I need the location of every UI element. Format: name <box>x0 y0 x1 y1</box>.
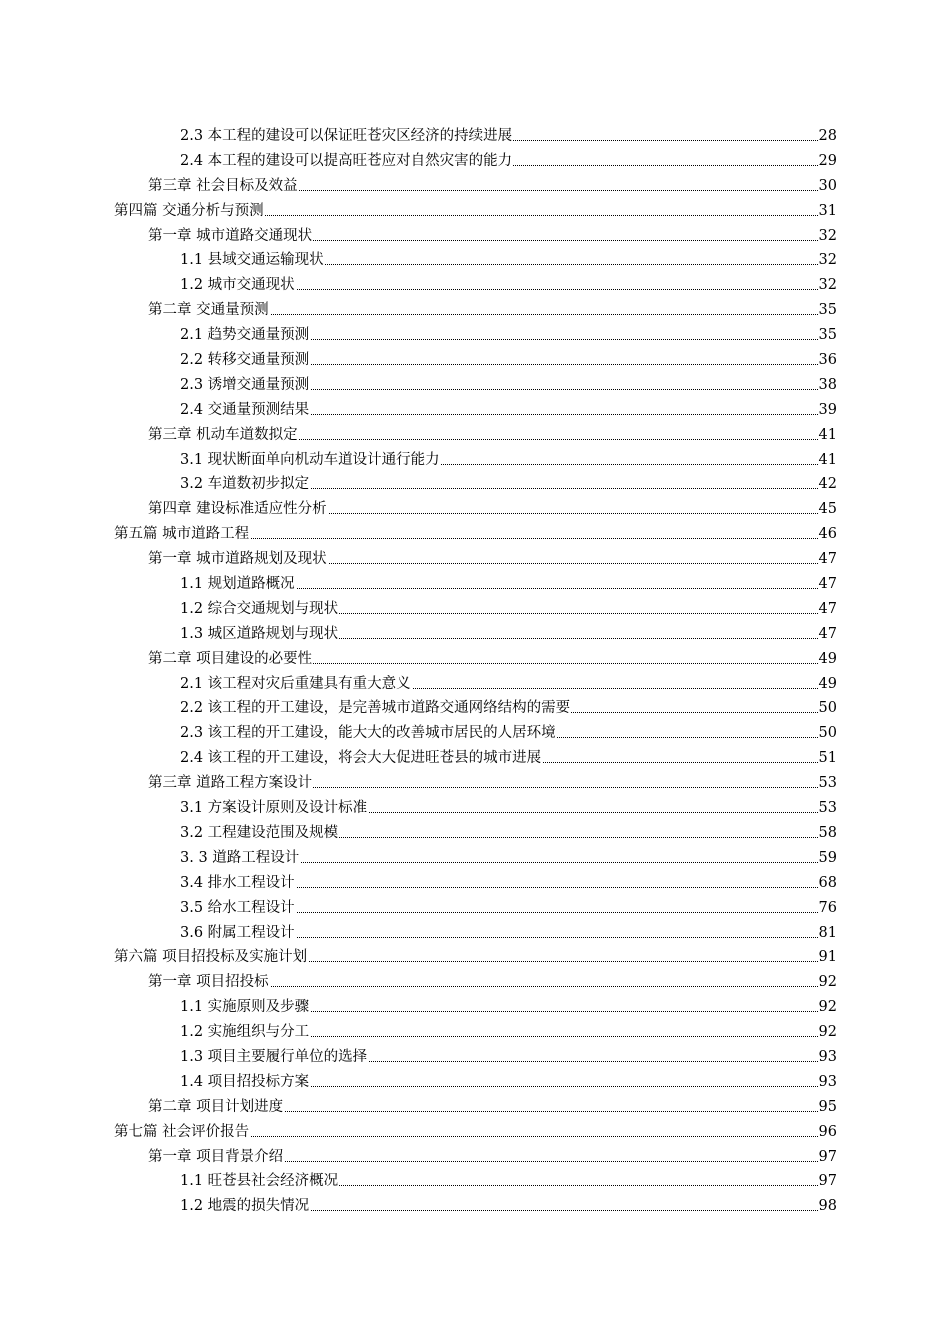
toc-entry-page-number: 58 <box>818 824 837 841</box>
toc-entry[interactable] <box>0 1070 950 1095</box>
toc-entry[interactable] <box>0 871 950 896</box>
toc-entry[interactable] <box>0 846 950 871</box>
toc-entry-title: 2.4 该工程的开工建设，将会大大促进旺苍县的城市进展 <box>180 746 542 771</box>
toc-entry-page-number: 46 <box>818 526 837 543</box>
toc-entry-page-number: 76 <box>818 899 837 916</box>
toc-entry-title: 3.5 给水工程设计 <box>180 896 296 921</box>
toc-entry-page-number: 92 <box>818 1024 837 1041</box>
toc-entry-title: 3.1 现状断面单向机动车道设计通行能力 <box>180 448 441 473</box>
toc-entry[interactable] <box>0 995 950 1020</box>
toc-entry-page-number: 93 <box>818 1048 837 1065</box>
toc-entry-title: 1.1 实施原则及步骤 <box>180 995 310 1020</box>
toc-entry-title: 第一章 城市道路规划及现状 <box>148 547 328 572</box>
toc-entry-title: 第二章 项目计划进度 <box>148 1095 284 1120</box>
toc-entry[interactable] <box>0 248 950 273</box>
toc-entry[interactable] <box>0 273 950 298</box>
toc-entry-page-number: 32 <box>818 227 837 244</box>
toc-entry-title: 第三章 机动车道数拟定 <box>148 423 299 448</box>
toc-entry-page-number: 92 <box>818 974 837 991</box>
toc-entry-title: 3.4 排水工程设计 <box>180 871 296 896</box>
toc-entry[interactable] <box>0 298 950 323</box>
toc-entry-page-number: 50 <box>818 700 837 717</box>
toc-entry-title: 第七篇 社会评价报告 <box>114 1120 250 1145</box>
toc-entry-page-number: 47 <box>818 625 837 642</box>
toc-entry-title: 第一章 项目背景介绍 <box>148 1145 284 1170</box>
toc-entry[interactable] <box>0 448 950 473</box>
toc-entry-page-number: 32 <box>818 252 837 269</box>
toc-entry-title: 1.1 县域交通运输现状 <box>180 248 325 273</box>
toc-entry-title: 1.3 城区道路规划与现状 <box>180 622 339 647</box>
toc-entry[interactable] <box>0 373 950 398</box>
toc-entry-page-number: 49 <box>818 675 837 692</box>
toc-entry-page-number: 53 <box>818 775 837 792</box>
toc-entry-page-number: 81 <box>818 924 837 941</box>
toc-entry[interactable] <box>0 348 950 373</box>
toc-entry-title: 第六篇 项目招投标及实施计划 <box>114 945 308 970</box>
toc-entry-title: 2.4 交通量预测结果 <box>180 398 310 423</box>
toc-entry[interactable] <box>0 721 950 746</box>
toc-entry[interactable] <box>0 622 950 647</box>
toc-entry-title: 第五篇 城市道路工程 <box>114 522 250 547</box>
toc-entry-title: 1.1 旺苍县社会经济概况 <box>180 1169 339 1194</box>
toc-entry-page-number: 53 <box>818 800 837 817</box>
toc-entry-page-number: 59 <box>818 849 837 866</box>
toc-entry[interactable] <box>0 472 950 497</box>
toc-entry-title: 3. 3 道路工程设计 <box>180 846 300 871</box>
toc-entry-page-number: 45 <box>818 501 837 518</box>
toc-entry[interactable] <box>0 224 950 249</box>
toc-entry-title: 3.1 方案设计原则及设计标准 <box>180 796 368 821</box>
toc-entry-page-number: 51 <box>818 750 837 767</box>
toc-entry-title: 第四章 建设标准适应性分析 <box>148 497 328 522</box>
toc-entry[interactable] <box>0 1194 950 1219</box>
toc-entry[interactable] <box>0 921 950 946</box>
toc-entry[interactable] <box>0 199 950 224</box>
toc-entry-page-number: 98 <box>818 1198 837 1215</box>
toc-entry[interactable] <box>0 672 950 697</box>
toc-entry-title: 1.2 城市交通现状 <box>180 273 296 298</box>
toc-entry-page-number: 29 <box>818 152 837 169</box>
toc-entry-page-number: 95 <box>818 1098 837 1115</box>
toc-entry[interactable] <box>0 149 950 174</box>
toc-entry[interactable] <box>0 896 950 921</box>
toc-entry[interactable] <box>0 398 950 423</box>
toc-entry[interactable] <box>0 597 950 622</box>
toc-entry[interactable] <box>0 547 950 572</box>
toc-entry-page-number: 97 <box>818 1173 837 1190</box>
toc-entry-page-number: 39 <box>818 401 837 418</box>
toc-entry[interactable] <box>0 796 950 821</box>
toc-entry-page-number: 31 <box>818 202 837 219</box>
toc-entry-page-number: 50 <box>818 725 837 742</box>
toc-entry[interactable] <box>0 572 950 597</box>
toc-entry[interactable] <box>0 1120 950 1145</box>
toc-entry[interactable] <box>0 522 950 547</box>
toc-entry-title: 1.2 地震的损失情况 <box>180 1194 310 1219</box>
toc-entry[interactable] <box>0 821 950 846</box>
toc-entry-title: 3.6 附属工程设计 <box>180 921 296 946</box>
toc-entry-page-number: 32 <box>818 277 837 294</box>
toc-entry[interactable] <box>0 1145 950 1170</box>
toc-entry-title: 1.2 实施组织与分工 <box>180 1020 310 1045</box>
toc-entry[interactable] <box>0 945 950 970</box>
toc-entry-title: 第二章 交通量预测 <box>148 298 270 323</box>
toc-entry[interactable] <box>0 174 950 199</box>
toc-entry-title: 第二章 项目建设的必要性 <box>148 647 313 672</box>
toc-entry-title: 1.4 项目招投标方案 <box>180 1070 310 1095</box>
toc-entry-title: 第一章 项目招投标 <box>148 970 270 995</box>
toc-entry-title: 2.4 本工程的建设可以提高旺苍应对自然灾害的能力 <box>180 149 513 174</box>
toc-entry-page-number: 68 <box>818 874 837 891</box>
toc-entry[interactable] <box>0 497 950 522</box>
table-of-contents <box>0 124 950 1219</box>
toc-entry[interactable] <box>0 647 950 672</box>
toc-entry-page-number: 35 <box>818 302 837 319</box>
toc-entry-page-number: 42 <box>818 476 837 493</box>
toc-entry-title: 3.2 车道数初步拟定 <box>180 472 310 497</box>
toc-entry-page-number: 30 <box>818 177 837 194</box>
toc-entry-title: 2.3 诱增交通量预测 <box>180 373 310 398</box>
toc-entry-title: 2.3 该工程的开工建设，能大大的改善城市居民的人居环境 <box>180 721 557 746</box>
toc-entry[interactable] <box>0 124 950 149</box>
toc-entry-page-number: 36 <box>818 352 837 369</box>
toc-entry-title: 第一章 城市道路交通现状 <box>148 224 313 249</box>
toc-entry-title: 1.3 项目主要履行单位的选择 <box>180 1045 368 1070</box>
toc-entry-title: 2.1 趋势交通量预测 <box>180 323 310 348</box>
toc-entry-title: 1.1 规划道路概况 <box>180 572 296 597</box>
toc-entry-title: 2.3 本工程的建设可以保证旺苍灾区经济的持续进展 <box>180 124 513 149</box>
toc-entry[interactable] <box>0 1095 950 1120</box>
toc-entry-page-number: 47 <box>818 600 837 617</box>
toc-entry[interactable] <box>0 1169 950 1194</box>
toc-entry-page-number: 38 <box>818 376 837 393</box>
toc-entry-title: 1.2 综合交通规划与现状 <box>180 597 339 622</box>
toc-entry-page-number: 28 <box>818 128 837 144</box>
toc-entry-page-number: 41 <box>818 451 837 468</box>
toc-entry-page-number: 35 <box>818 327 837 344</box>
toc-entry[interactable] <box>0 1020 950 1045</box>
toc-entry[interactable] <box>0 771 950 796</box>
toc-entry-page-number: 97 <box>818 1148 837 1165</box>
toc-entry[interactable] <box>0 423 950 448</box>
toc-entry-title: 2.2 该工程的开工建设，是完善城市道路交通网络结构的需要 <box>180 696 571 721</box>
toc-entry-page-number: 93 <box>818 1073 837 1090</box>
toc-entry-page-number: 49 <box>818 650 837 667</box>
toc-entry[interactable] <box>0 696 950 721</box>
toc-entry-title: 3.2 工程建设范围及规模 <box>180 821 339 846</box>
toc-entry-page-number: 92 <box>818 999 837 1016</box>
toc-entry-title: 第三章 社会目标及效益 <box>148 174 299 199</box>
toc-entry-page-number: 96 <box>818 1123 837 1140</box>
toc-entry[interactable] <box>0 323 950 348</box>
toc-entry-page-number: 91 <box>818 949 837 966</box>
toc-entry-title: 2.2 转移交通量预测 <box>180 348 310 373</box>
toc-entry[interactable] <box>0 970 950 995</box>
toc-entry-page-number: 41 <box>818 426 837 443</box>
toc-entry-page-number: 47 <box>818 576 837 593</box>
toc-entry-page-number: 47 <box>818 551 837 568</box>
toc-entry-title: 2.1 该工程对灾后重建具有重大意义 <box>180 672 412 697</box>
toc-entry[interactable] <box>0 746 950 771</box>
toc-entry[interactable] <box>0 1045 950 1070</box>
toc-entry-title: 第三章 道路工程方案设计 <box>148 771 313 796</box>
toc-entry-title: 第四篇 交通分析与预测 <box>114 199 265 224</box>
